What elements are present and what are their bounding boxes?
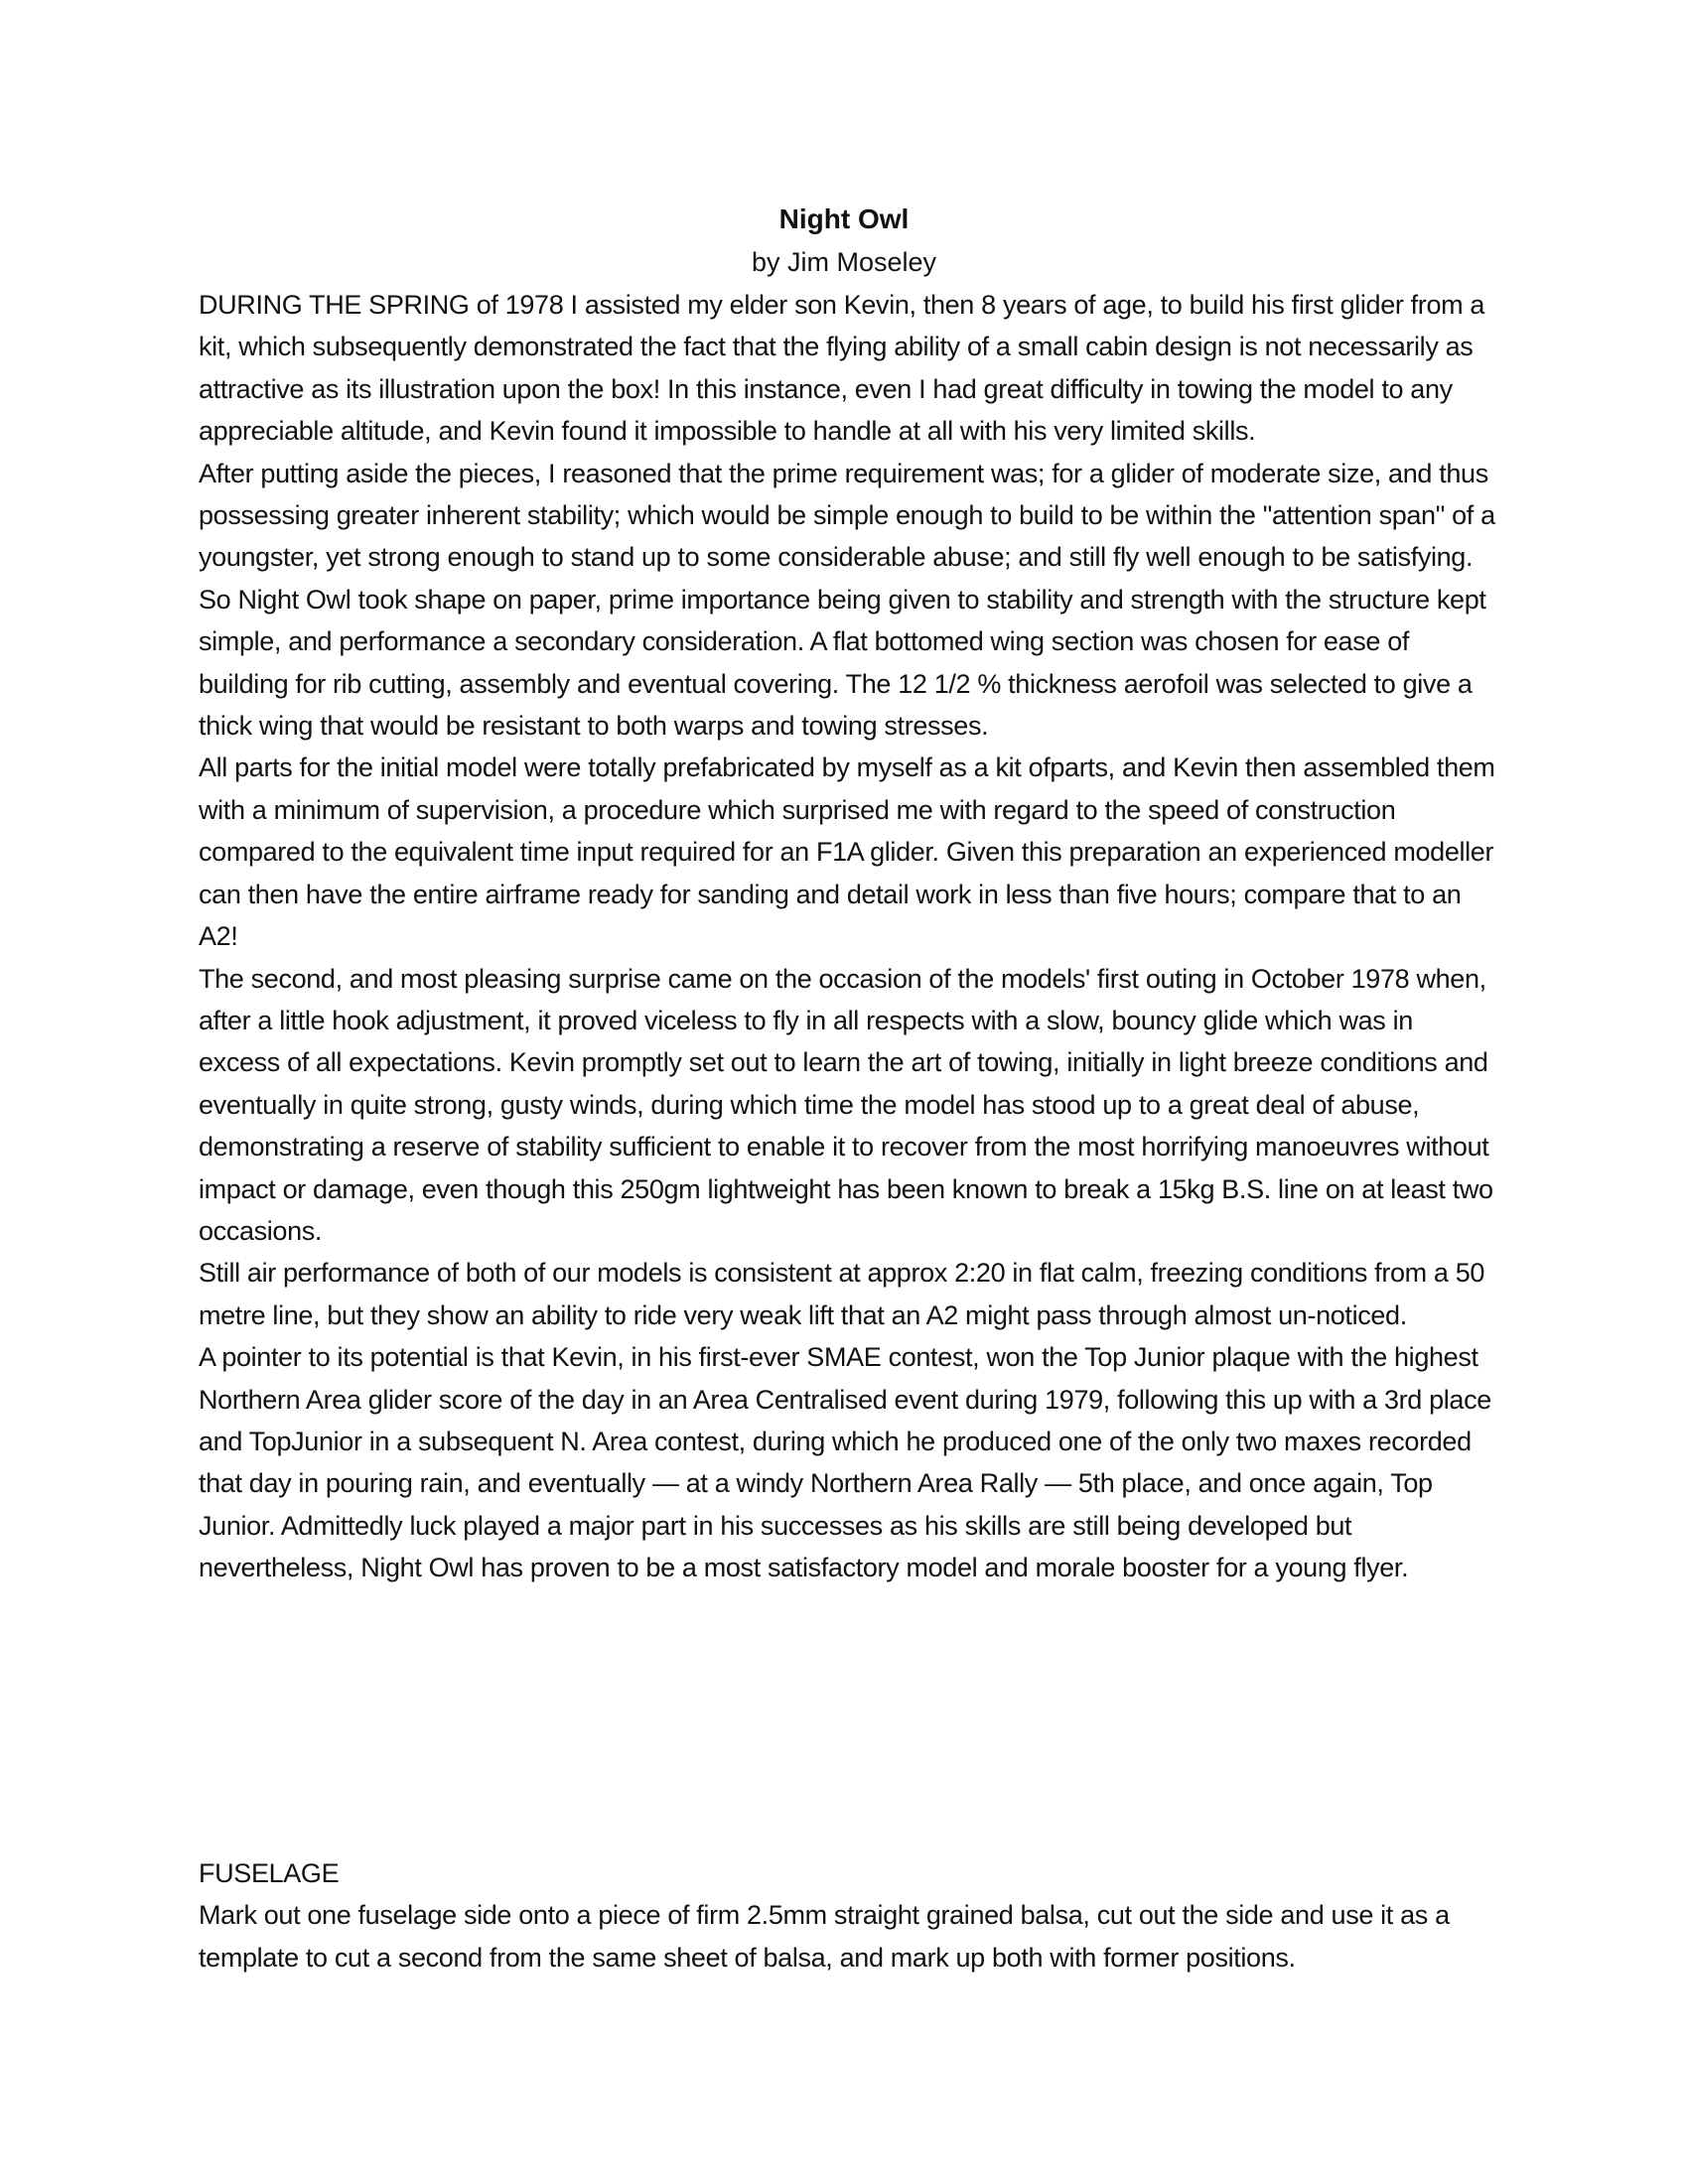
paragraph: So Night Owl took shape on paper, prime importance being given to stability and strength with the structure kept simple, and performance a secondary consideration. A flat bottomed wing section was chosen for ease of building for rib cutting, assembly and eventual covering. The 12 1/2 % thickness aerofoil was selected to give a thick wing that would be resistant to both warps and towing stresses. — [199, 584, 1486, 742]
paragraph: DURING THE SPRING of 1978 I assisted my elder son Kevin, then 8 years of age, to build his first glider from a kit, which subsequently demonstrated the fact that the flying ability of a small cabin design is not necessarily as attractive as its illustration upon the box! In this instance, even I had great difficulty in towing the model to any appreciable altitude, and Kevin found it impossible to handle at all with his very limited skills. — [199, 290, 1485, 447]
section-heading: FUSELAGE — [199, 1858, 340, 1888]
fuselage-section — [199, 1852, 1499, 1979]
paragraph: All parts for the initial model were totally prefabricated by myself as a kit ofparts, and Kevin then assembled them with a minimum of supervision, a procedure which surprised me with regard to the speed of construction compared to the equivalent time input required for an F1A glider. Given this preparation an experienced modeller can then have the entire airframe ready for sanding and detail work in less than five hours; compare that to an A2! — [199, 752, 1495, 952]
section-paragraph: Mark out one fuselage side onto a piece of firm 2.5mm straight grained balsa, cut out the side and use it as a template to cut a second from the same sheet of balsa, and mark up both with former positions. — [199, 1900, 1450, 1973]
paragraph: After putting aside the pieces, I reasoned that the prime requirement was; for a glider of moderate size, and thus possessing greater inherent stability; which would be simple enough to build to be within the "attention span" of a youngster, yet strong enough to stand up to some considerable abuse; and still fly well enough to be satisfying. — [199, 458, 1495, 573]
paragraph: A pointer to its potential is that Kevin, in his first-ever SMAE contest, won the Top Junior plaque with the highest Northern Area glider score of the day in an Area Centralised event during 1979, following this up with a 3rd place and TopJunior in a subsequent N. Area contest, during which he produced one of the only two maxes recorded that day in pouring rain, and eventually — at a windy Northern Area Rally — 5th place, and once again, Top Junior. Admittedly luck played a major part in his successes as his skills are still being developed but nevertheless, Night Owl has proven to be a most satisfactory model and morale booster for a young flyer. — [199, 1342, 1491, 1583]
paragraph: Still air performance of both of our models is consistent at approx 2:20 in flat calm, freezing conditions from a 50 metre line, but they show an ability to ride very weak lift that an A2 might pass through almost un-noticed. — [199, 1258, 1485, 1330]
document-title: Night Owl — [778, 204, 910, 234]
article-body — [199, 284, 1499, 1589]
paragraph: The second, and most pleasing surprise came on the occasion of the models' first outing in October 1978 when, after a little hook adjustment, it proved viceless to fly in all respects with a slow, bouncy glide which was in excess of all expectations. Kevin promptly set out to learn the art of towing, initially in light breeze conditions and eventually in quite strong, gusty winds, during which time the model has stood up to a great deal of abuse, demonstrating a reserve of stability sufficient to enable it to recover from the most horrifying manoeuvres without impact or damage, even though this 250gm lightweight has been known to break a 15kg B.S. line on at least two occasions. — [199, 963, 1493, 1246]
author-byline: by Jim Moseley — [751, 247, 937, 277]
